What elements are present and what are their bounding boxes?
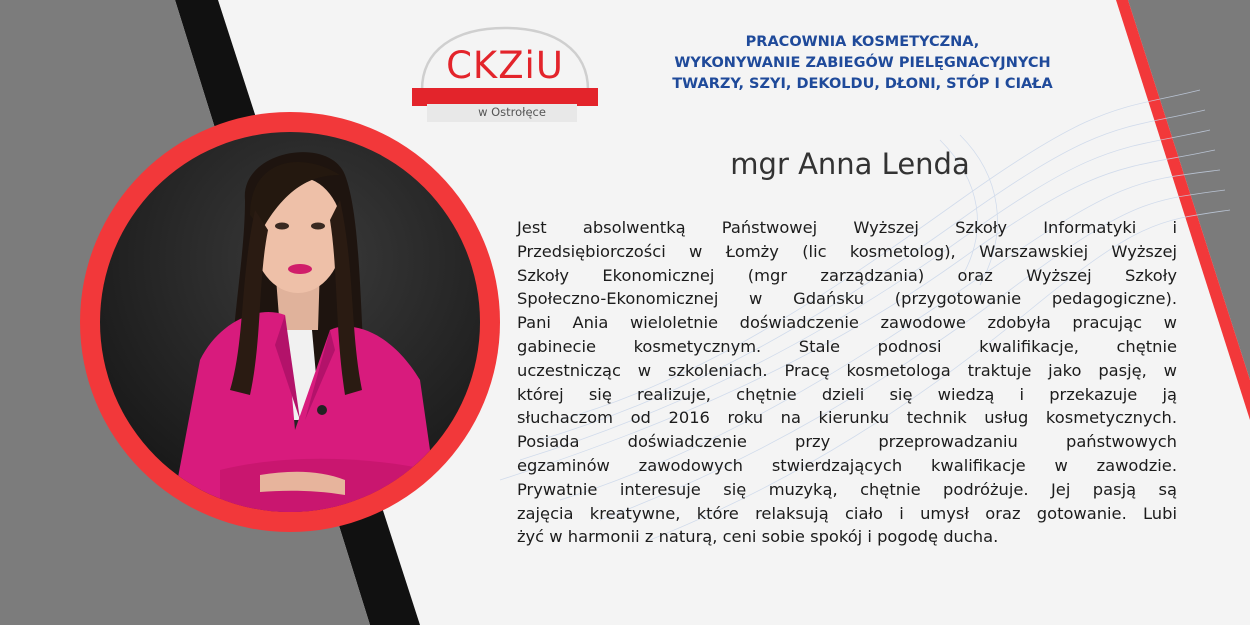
bio-line: gabinecie kosmetycznym. Stale podnosi kwalifikacje, chętnie (517, 336, 1177, 356)
heading-line: TWARZY, SZYI, DEKOLDU, DŁONI, STÓP I CIAŁA (672, 76, 1053, 92)
heading-line: WYKONYWANIE ZABIEGÓW PIELĘGNACYJNYCH (674, 55, 1051, 71)
bio-line: uczestnicząc w szkoleniach. Pracę kosmetologa traktuje jako pasję, w (517, 360, 1177, 380)
person-name: mgr Anna Lenda (730, 147, 970, 181)
bio-line: Przedsiębiorczości w Łomży (lic kosmetolog), Warszawskiej Wyższej (517, 241, 1177, 261)
bio-line: której się realizuje, chętnie dzieli się wiedzą i przekazuje ją (517, 384, 1177, 404)
bio-line: Jest absolwentką Państwowej Wyższej Szkoły Informatyki i (517, 218, 1177, 237)
bio-line: Społeczno-Ekonomicznej w Gdańsku (przygotowanie pedagogiczne). (517, 289, 1177, 309)
bio-line: zajęcia kreatywne, które relaksują ciało i umysł oraz gotowanie. Lubi (517, 503, 1177, 523)
bio-line: żyć w harmonii z naturą, ceni sobie spokój i pogodę ducha. (517, 527, 999, 547)
bio-line: egzaminów zawodowych stwierdzających kwalifikacje w zawodzie. (517, 455, 1177, 475)
ckziu-logo (410, 20, 600, 124)
bio-line: słuchaczom od 2016 roku na kierunku technik usług kosmetycznych. (517, 408, 1177, 428)
biography-text (517, 216, 1177, 549)
bio-line: Posiada doświadczenie przy przeprowadzaniu państwowych (517, 432, 1177, 452)
heading-line: PRACOWNIA KOSMETYCZNA, (745, 34, 980, 50)
logo-main-text: CKZiU (446, 44, 564, 87)
bio-line: Prywatnie interesuje się muzyką, chętnie podróżuje. Jej pasją są (517, 479, 1177, 499)
page-heading (620, 32, 1105, 95)
logo-sub-text: w Ostrołęce (478, 105, 546, 119)
bio-line: Pani Ania wieloletnie doświadczenie zawodowe zdobyła pracując w (517, 313, 1177, 333)
bio-line: Szkoły Ekonomicznej (mgr zarządzania) oraz Wyższej Szkoły (517, 265, 1177, 285)
